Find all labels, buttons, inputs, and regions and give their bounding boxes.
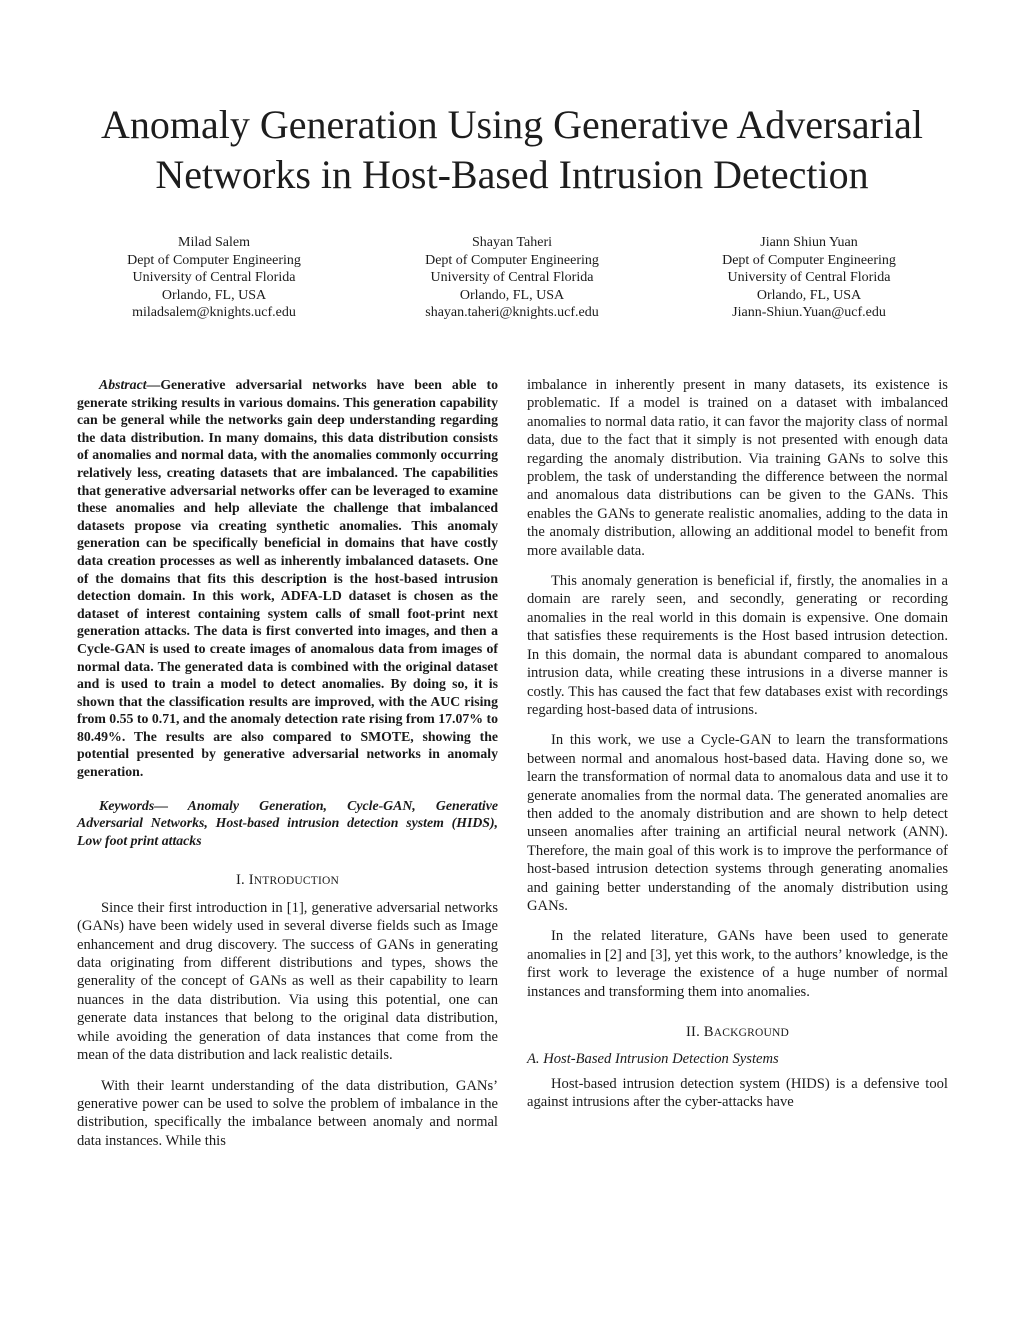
section-heading-background: [527, 1023, 948, 1042]
author-name: Shayan Taheri: [471, 235, 552, 250]
paper-title-line-1: Anomaly Generation Using Generative Adversarial: [101, 102, 923, 147]
section-title-rest: NTRODUCTION: [253, 875, 340, 888]
section-initial: B: [703, 1024, 714, 1040]
author-name: Jiann Shiun Yuan: [760, 235, 858, 250]
body-paragraph: In this work, we use a Cycle-GAN to learn the transformations between normal and anomalous host-based data. Having done so, we learn the transformation of normal data to anomalous data and use it to generate anomalies from the normal data. The generated anomalies are then added to the anomaly distribution and are shown to help detect unseen anomalies after training an artificial neural network (ANN). Therefore, the main goal of this work is to improve the performance of host-based intrusion detection systems through generating anomalies and gaining better understanding of the anomaly distribution using GANs.: [527, 732, 948, 914]
section-heading-introduction: [77, 871, 498, 890]
author-dept: Dept of Computer Engineering: [722, 252, 896, 268]
author-location: Orlando, FL, USA: [161, 287, 267, 303]
intro-paragraph-1: Since their first introduction in [1], generative adversarial networks (GANs) have been widely used in several diverse fields such as Image enhancement and drug discovery. The success of GANs in generating data originating from different distributions and types, shows the generality of the concept of GANs as well as their capability to learn nuances in the data distribution. Via using this potential, one can generate data instances that belong to the original data distribution, while avoiding the generation of data instances that come from the mean of the data distribution and lack realistic details.: [77, 899, 498, 1064]
section-title-rest: ACKGROUND: [713, 1027, 790, 1039]
author-university: University of Central Florida: [727, 270, 891, 285]
body-paragraph-continued: imbalance in inherently present in many datasets, its existence is problematic. If a model is trained on a dataset with imbalanced anomalies to normal data ratio, it can favor the majority class of normal data, due to the fact that it simply is not presented with enough data regarding the anomaly distribution. Via training GANs to solve this problem, the task of understanding the difference between the normal and anomalous data distributions can be given to the GANs. This enables the GANs to generate realistic anomalies, adding to the data in the anomaly distribution, allowing an additional model to benefit from more available data.: [527, 377, 948, 559]
author-location: Orlando, FL, USA: [756, 287, 862, 303]
section-number: I.: [235, 872, 245, 889]
author-block-2: [397, 234, 627, 322]
paper-title: [60, 100, 964, 200]
hids-paragraph: Host-based intrusion detection system (HIDS) is a defensive tool against intrusions after the cyber-attacks have: [527, 1075, 948, 1111]
author-block-1: [99, 234, 329, 322]
author-email: shayan.taheri@knights.ucf.edu: [425, 305, 599, 320]
abstract-text: —Generative adversarial networks have been able to generate striking results in various domains. This generation capability can be general while the networks gain deep understanding regarding the data distribution. In many domains, this data distribution consists of anomalies and normal data, with the anomalies commonly occurring relatively less, creating datasets that are imbalanced. The capabilities that generative adversarial networks offer can be leveraged to examine these anomalies and help alleviate the challenge that imbalanced datasets propose via creating synthetic anomalies. This anomaly generation can be specifically beneficial in domains that have costly data creation processes as well as inherently imbalanced datasets. One of the domains that fits this description is the host-based intrusion detection domain. In this work, ADFA-LD dataset is chosen as the dataset of interest containing system calls of small foot-print next generation attacks. The data is first converted into images, and then a Cycle-GAN is used to create images of anomalous data from images of normal data. The generated data is combined with the original dataset and is used to train a model to detect anomalies. By doing so, it is shown that the classification results are improved, with the AUC rising from 0.55 to 0.71, and the anomaly detection rate rising from 17.07% to 80.49%. The results are also compared to SMOTE, showing the potential presented by generative adversarial networks in anomaly generation.: [77, 377, 499, 780]
subsection-heading: A. Host-Based Intrusion Detection Systems: [527, 1051, 779, 1068]
author-block-3: [694, 234, 924, 322]
section-number: II.: [685, 1024, 700, 1040]
author-dept: Dept of Computer Engineering: [127, 252, 301, 268]
right-column: [527, 376, 948, 1124]
abstract: [77, 376, 498, 781]
body-paragraph: This anomaly generation is beneficial if, firstly, the anomalies in a domain are rarely seen, and secondly, generating or recording anomalies in the real world in this domain is expensive. One domain that satisfies these requirements is the Host based intrusion detection. In this domain, the normal data is abundant compared to anomalous intrusion data, while creating these intrusions in a diverse manner is costly. This has caused the fact that few databases exist with recordings regarding host-based data of intrusions.: [527, 573, 948, 718]
author-email: miladsalem@knights.ucf.edu: [132, 305, 296, 320]
author-location: Orlando, FL, USA: [459, 287, 565, 303]
intro-paragraph-2: With their learnt understanding of the data distribution, GANs’ generative power can be used to solve the problem of imbalance in the distribution, specifically the imbalance between anomaly and normal data instances. While this: [77, 1077, 498, 1149]
author-university: University of Central Florida: [132, 270, 296, 285]
left-column: [77, 376, 498, 1162]
body-paragraph: In the related literature, GANs have been used to generate anomalies in [2] and [3], yet this work, to the authors’ knowledge, is the first work to leverage the existence of a huge number of normal instances and transforming them into anomalies.: [527, 928, 948, 1000]
author-name: Milad Salem: [178, 235, 250, 250]
author-university: University of Central Florida: [430, 270, 594, 285]
abstract-label: Abstract: [99, 377, 147, 392]
paper-title-line-2: Networks in Host-Based Intrusion Detection: [155, 152, 869, 197]
author-email: Jiann-Shiun.Yuan@ucf.edu: [732, 305, 886, 320]
section-initial: I: [248, 872, 254, 889]
keywords: Keywords— Anomaly Generation, Cycle-GAN, Generative Adversarial Networks, Host-based intrusion detection system (HIDS), Low foot print attacks: [77, 797, 498, 848]
author-dept: Dept of Computer Engineering: [425, 252, 599, 268]
